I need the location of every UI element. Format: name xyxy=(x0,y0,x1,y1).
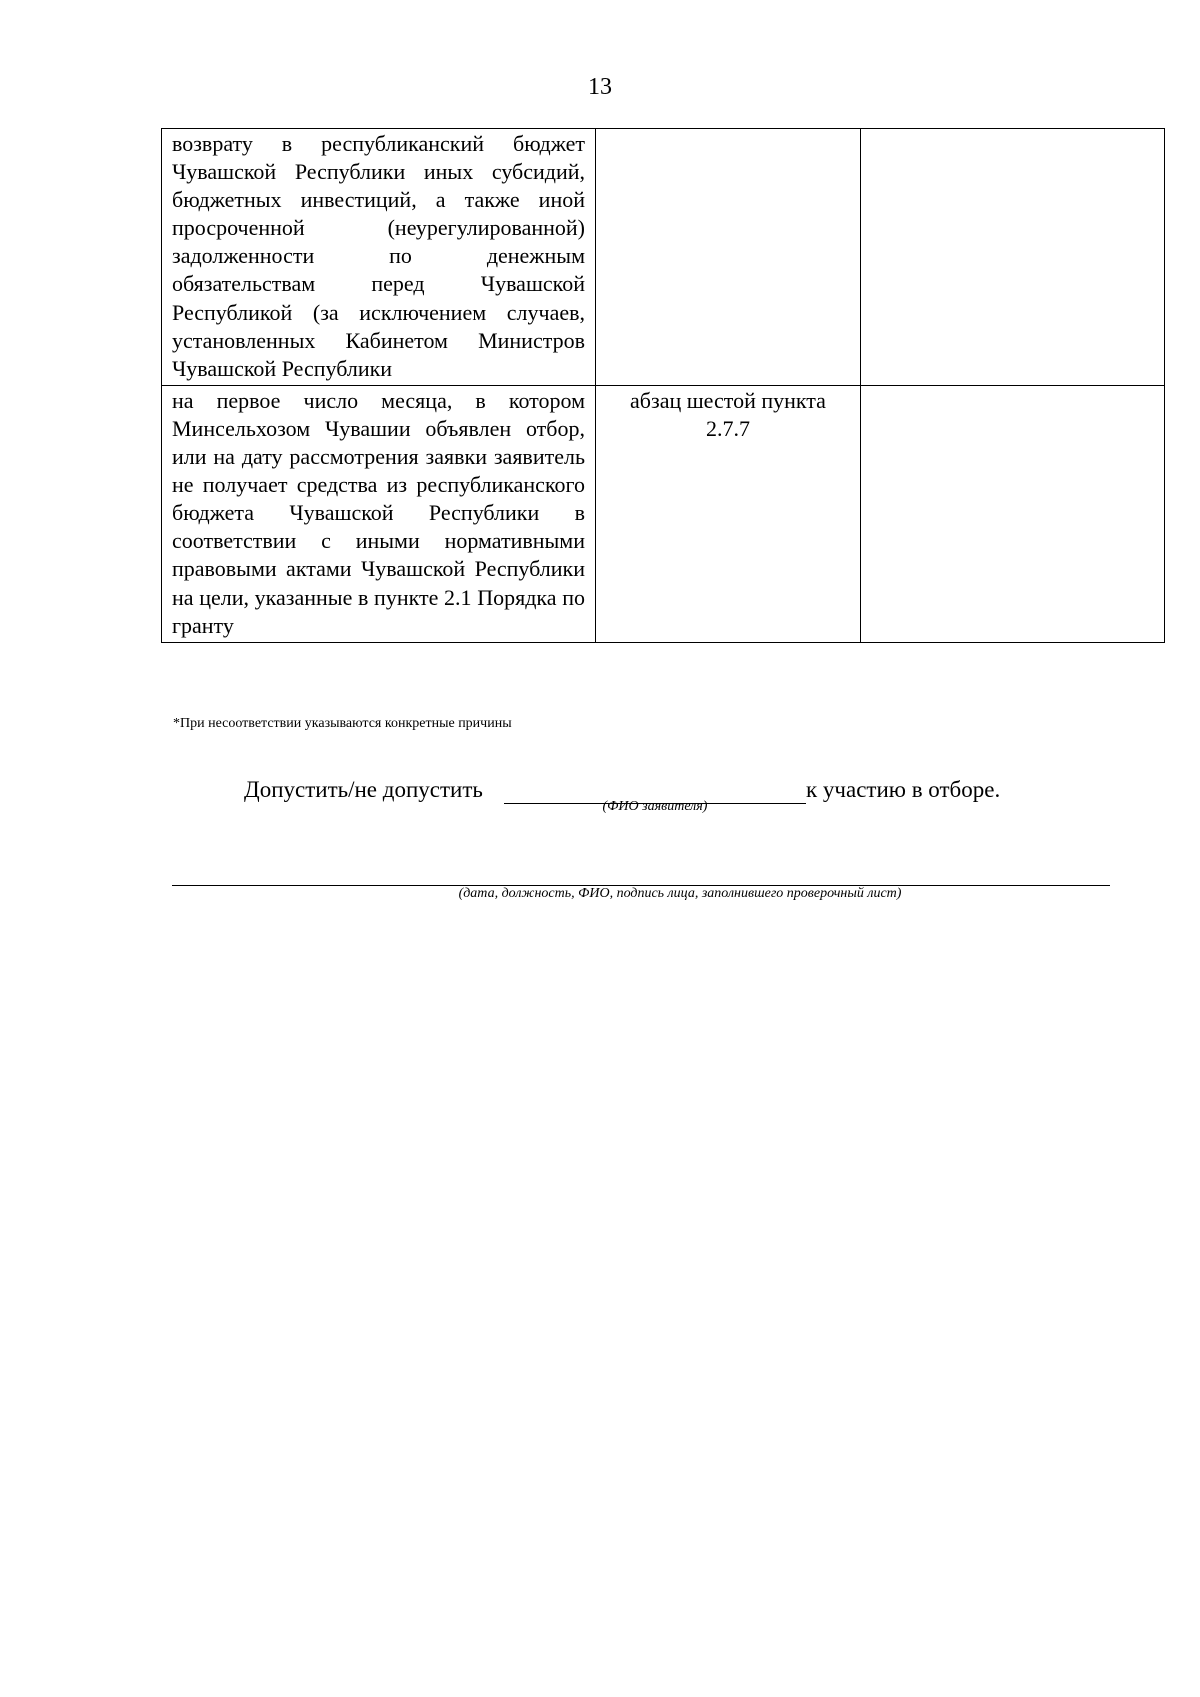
reference-cell xyxy=(596,129,861,386)
criterion-cell: возврату в республиканский бюджет Чувашской Республики иных субсидий, бюджетных инвестиций, а также иной просроченной (неурегулированной) задолженности по денежным обязательствам перед Чувашской Республикой (за исключением случаев, установленных Кабинетом Министров Чувашской Республики xyxy=(162,129,596,386)
criterion-cell: на первое число месяца, в котором Минсельхозом Чувашии объявлен отбор, или на дату рассмотрения заявки заявитель не получает средства из республиканского бюджета Чувашской Республики в соответствии с иными нормативными правовыми актами Чувашской Республики на цели, указанные в пункте 2.1 Порядка по гранту xyxy=(162,385,596,642)
table-row xyxy=(162,129,1165,386)
admission-prefix: Допустить/не допустить xyxy=(244,777,483,802)
result-cell xyxy=(861,385,1165,642)
verification-table xyxy=(161,128,1165,643)
signature-caption: (дата, должность, ФИО, подпись лица, заполнившего проверочный лист) xyxy=(458,886,902,901)
reference-cell: абзац шестой пункта 2.7.7 xyxy=(596,385,861,642)
page-number: 13 xyxy=(588,74,612,100)
table-row xyxy=(162,385,1165,642)
footnote: *При несоответствии указываются конкретные причины xyxy=(173,716,512,731)
applicant-name-caption: (ФИО заявителя) xyxy=(602,799,708,814)
admission-suffix: к участию в отборе. xyxy=(806,777,1001,802)
result-cell xyxy=(861,129,1165,386)
